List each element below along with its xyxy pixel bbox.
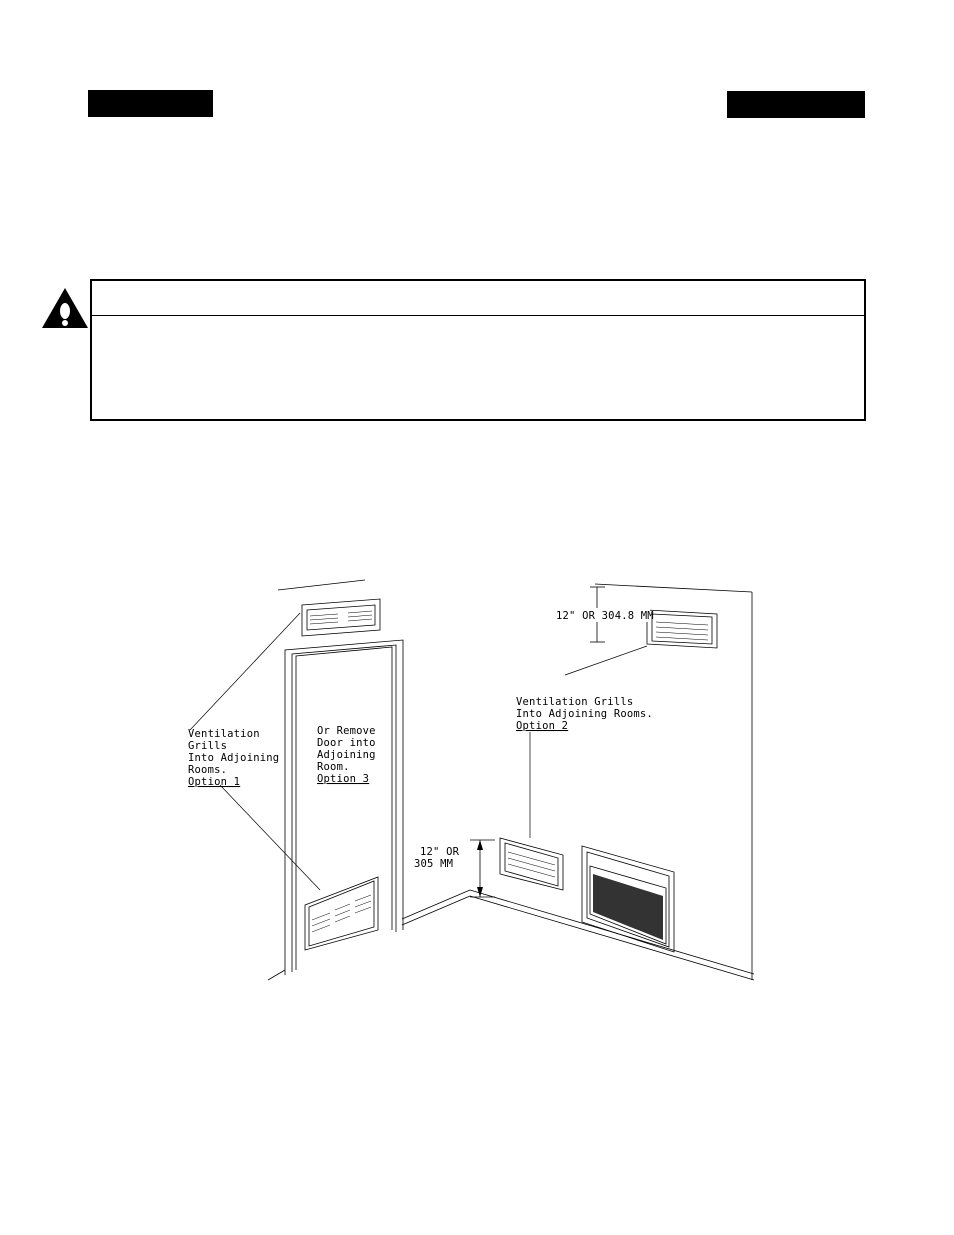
ventilation-figure xyxy=(150,570,790,990)
option3-line-2: Door into xyxy=(317,737,376,749)
option1-line-2: Grills xyxy=(188,740,228,752)
option2-line-1: Ventilation Grills xyxy=(516,696,634,708)
dimension-top-label: 12" OR 304.8 MM xyxy=(556,610,654,622)
dimension-bottom-line-1: 12" OR xyxy=(420,846,460,858)
option2-label: Option 2 xyxy=(516,720,569,732)
dimension-bottom-line-2: 305 MM xyxy=(414,858,454,870)
warning-icon xyxy=(41,287,89,329)
option1-line-4: Rooms. xyxy=(188,764,228,776)
option1-line-1: Ventilation xyxy=(188,728,260,740)
warning-box xyxy=(90,279,866,421)
option2-line-2: Into Adjoining Rooms. xyxy=(516,708,653,720)
option3-line-4: Room. xyxy=(317,761,350,773)
option3-line-1: Or Remove xyxy=(317,725,376,737)
warning-box-divider xyxy=(92,315,864,316)
option3-label: Option 3 xyxy=(317,773,370,785)
option3-line-3: Adjoining xyxy=(317,749,376,761)
section-tab-right xyxy=(727,91,865,118)
option1-line-3: Into Adjoining xyxy=(188,752,280,764)
option1-label: Option 1 xyxy=(188,776,241,788)
section-tab-left xyxy=(88,90,213,117)
